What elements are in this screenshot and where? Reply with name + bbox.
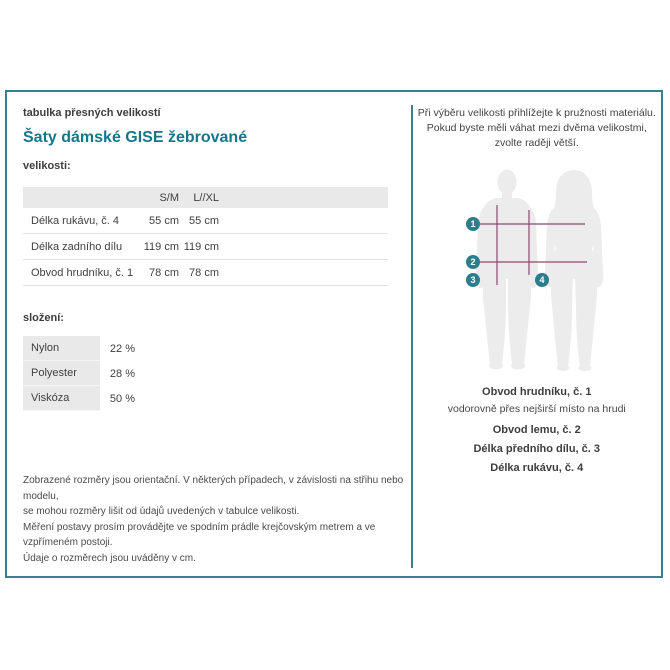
measure-label-front-length: Délka předního dílu, č. 3: [473, 443, 601, 455]
row-value-sm: 78 cm: [149, 266, 179, 279]
svg-text:2: 2: [470, 257, 476, 268]
row-value-sm: 119 cm: [143, 240, 179, 253]
composition-table: [23, 336, 411, 411]
table-row: [23, 234, 388, 260]
material-percent: 28 %: [109, 367, 135, 380]
measure-label-sleeve: Délka rukávu, č. 4: [490, 462, 584, 474]
list-item: [23, 336, 411, 361]
sizes-section-label: velikosti:: [23, 160, 71, 172]
row-label: Délka zadního dílu: [31, 240, 123, 253]
material-name: Polyester: [23, 361, 100, 386]
measure-badge-2: [466, 255, 480, 269]
product-title: Šaty dámské GISE žebrované: [23, 129, 248, 146]
disclaimer-line: Údaje o rozměrech jsou uváděny v cm.: [23, 552, 196, 564]
svg-text:4: 4: [539, 275, 545, 286]
disclaimer-line: se mohou rozměry lišit od údajů uvedených v tabulce velikosti.: [23, 506, 300, 517]
body-measurement-diagram: [452, 167, 622, 382]
size-chart-panel: [5, 90, 663, 578]
size-table-header-row: [23, 187, 388, 208]
size-table: [23, 187, 388, 286]
svg-text:3: 3: [470, 275, 476, 286]
disclaimer-line: Zobrazené rozměry jsou orientační. V některých případech, v závislosti na střihu nebo modelu,: [23, 475, 404, 502]
disclaimer-line: Měření postavy prosím provádějte ve spodním prádle krejčovským metrem a ve vzpřímeném postoji.: [23, 521, 376, 548]
table-row: [23, 208, 388, 234]
material-name: Nylon: [23, 336, 100, 361]
measurement-guide-column: [413, 92, 662, 576]
row-value-lxl: 119 cm: [183, 240, 219, 253]
measurement-disclaimer: [23, 473, 405, 566]
row-label: Obvod hrudníku, č. 1: [31, 266, 134, 279]
list-item: [23, 361, 411, 386]
female-silhouette: [544, 170, 603, 371]
table-caption: tabulka přesných velikostí: [23, 107, 161, 119]
composition-section-label: složení:: [23, 312, 64, 324]
list-item: [23, 386, 411, 411]
measure-label-list: [413, 386, 662, 474]
advice-line: Při výběru velikosti přihlížejte k pružnosti materiálu.: [417, 107, 656, 119]
size-table-col-lxl: L//XL: [193, 191, 219, 204]
measure-badge-1: [466, 217, 480, 231]
size-advice-text: [413, 106, 662, 151]
table-row: [23, 260, 388, 286]
material-name: Viskóza: [23, 386, 100, 411]
material-percent: 22 %: [109, 342, 135, 355]
size-table-col-sm: S/M: [159, 191, 179, 204]
measure-label-chest: Obvod hrudníku, č. 1: [482, 386, 592, 398]
row-value-lxl: 55 cm: [189, 214, 219, 227]
row-value-sm: 55 cm: [149, 214, 179, 227]
advice-line: zvolte raději větší.: [494, 137, 579, 149]
size-chart-left-column: [7, 92, 411, 576]
measure-badge-3: [466, 273, 480, 287]
row-label: Délka rukávu, č. 4: [31, 214, 120, 227]
material-percent: 50 %: [109, 392, 135, 405]
svg-text:1: 1: [470, 219, 476, 230]
advice-line: Pokud byste měli váhat mezi dvěma velikostmi,: [426, 122, 647, 134]
row-value-lxl: 78 cm: [189, 266, 219, 279]
measure-label-hem: Obvod lemu, č. 2: [492, 424, 581, 436]
measure-label-chest-description: vodorovně přes nejširší místo na hrudi: [447, 403, 626, 415]
measure-badge-4: [535, 273, 549, 287]
